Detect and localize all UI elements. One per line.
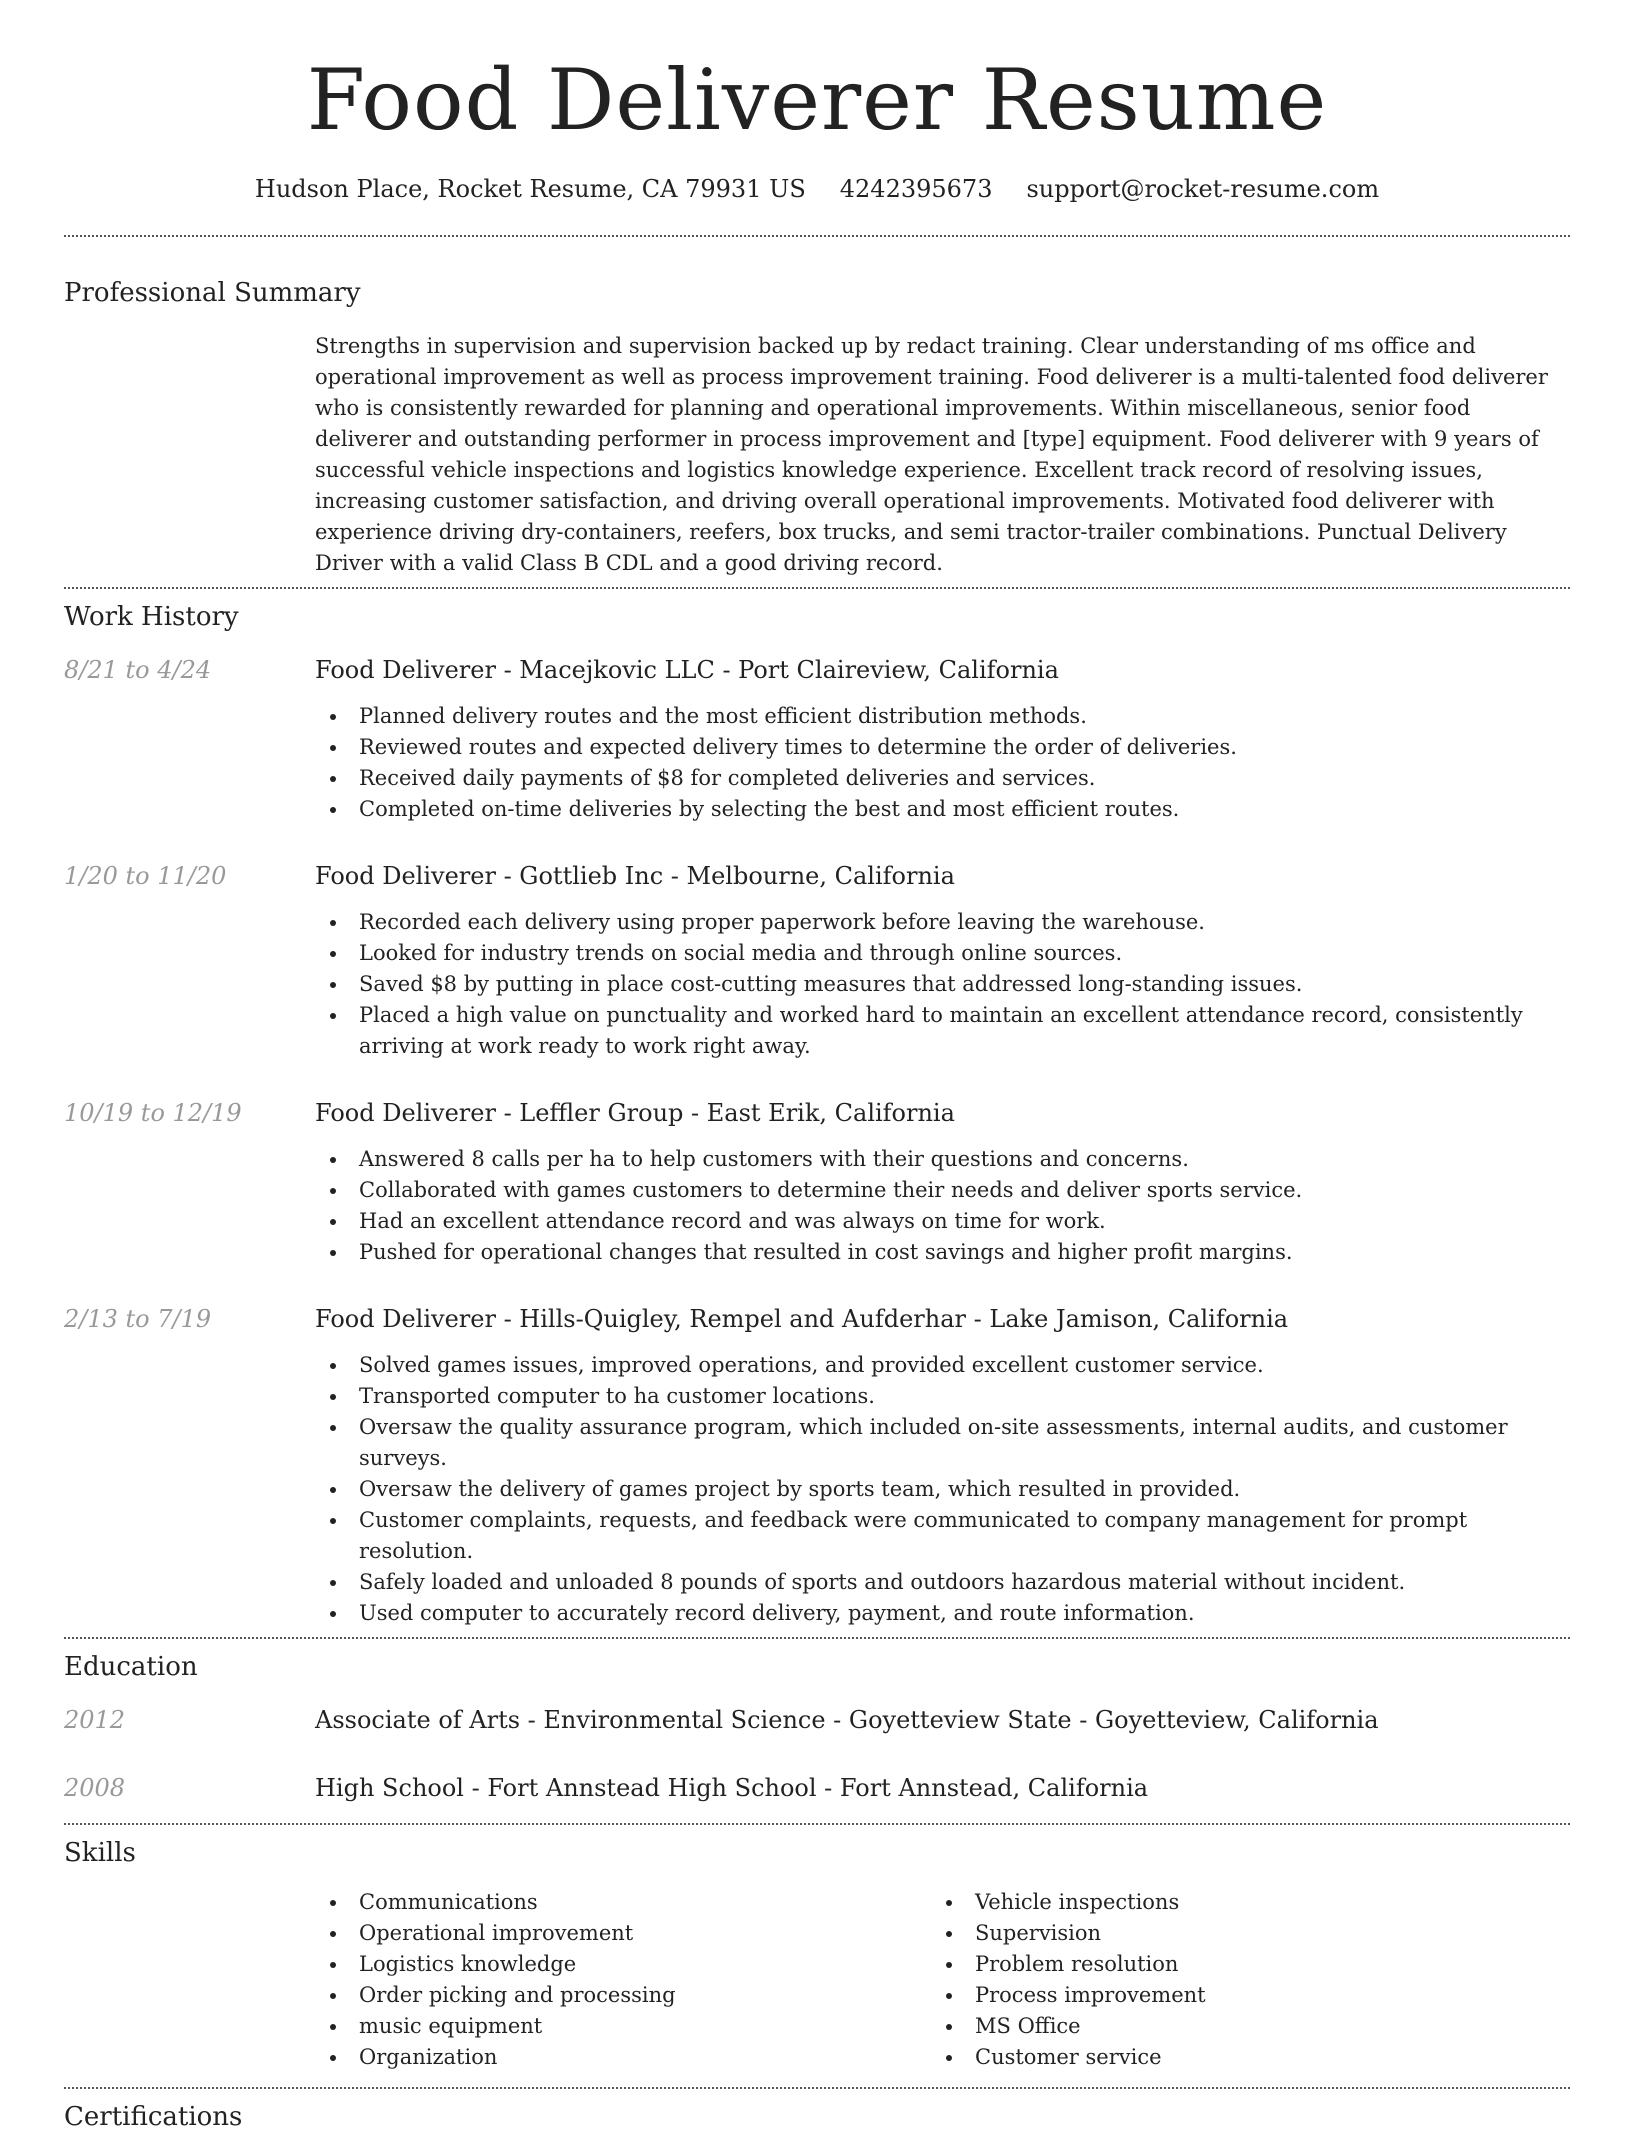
job-title: Food Deliverer - Leffler Group - East Erik, California <box>315 1098 955 1127</box>
job-entry <box>64 655 1570 825</box>
list-item: Supervision <box>931 1918 1547 1949</box>
list-item: Collaborated with games customers to determine their needs and deliver sports service. <box>315 1175 1570 1206</box>
list-item: Order picking and processing <box>315 1980 931 2011</box>
list-item: Oversaw the delivery of games project by sports team, which resulted in provided. <box>315 1474 1570 1505</box>
list-item: Planned delivery routes and the most efficient distribution methods. <box>315 701 1570 732</box>
job-title: Food Deliverer - Gottlieb Inc - Melbourne, California <box>315 861 955 890</box>
section-divider <box>64 2087 1570 2089</box>
list-item: Vehicle inspections <box>931 1887 1547 1918</box>
list-item: Oversaw the quality assurance program, which included on-site assessments, internal audits, and customer surveys. <box>315 1412 1570 1474</box>
list-item: music equipment <box>315 2011 931 2042</box>
list-item: Transported computer to ha customer locations. <box>315 1381 1570 1412</box>
education-year: 2008 <box>64 1773 126 1802</box>
job-bullets <box>315 907 1570 1062</box>
section-heading-work: Work History <box>64 601 239 632</box>
section-heading-summary: Professional Summary <box>64 277 361 308</box>
section-heading-education: Education <box>64 1651 198 1682</box>
job-dates: 8/21 to 4/24 <box>64 655 212 684</box>
page-title: Food Deliverer Resume <box>306 51 1328 149</box>
list-item: Customer complaints, requests, and feedback were communicated to company management for prompt resolution. <box>315 1505 1570 1567</box>
list-item: Customer service <box>931 2042 1547 2073</box>
job-bullets <box>315 701 1570 825</box>
list-item: Communications <box>315 1887 931 1918</box>
list-item: Recorded each delivery using proper paperwork before leaving the warehouse. <box>315 907 1570 938</box>
list-item: Placed a high value on punctuality and worked hard to maintain an excellent attendance record, consistently arriving at work ready to work right away. <box>315 1000 1570 1062</box>
education-entry <box>64 1705 1570 1735</box>
education-text: High School - Fort Annstead High School - Fort Annstead, California <box>315 1773 1149 1802</box>
section-divider <box>64 587 1570 589</box>
list-item: Problem resolution <box>931 1949 1547 1980</box>
education-text: Associate of Arts - Environmental Science - Goyetteview State - Goyetteview, California <box>315 1705 1379 1734</box>
contact-email: support@rocket-resume.com <box>1026 174 1380 203</box>
contact-line <box>64 173 1570 205</box>
job-dates: 2/13 to 7/19 <box>64 1304 212 1333</box>
section-heading-skills: Skills <box>64 1837 136 1868</box>
list-item: Safely loaded and unloaded 8 pounds of sports and outdoors hazardous material without incident. <box>315 1567 1570 1598</box>
job-dates: 10/19 to 12/19 <box>64 1098 242 1127</box>
list-item: Looked for industry trends on social media and through online sources. <box>315 938 1570 969</box>
resume-page <box>64 0 1570 2135</box>
list-item: Organization <box>315 2042 931 2073</box>
list-item: Solved games issues, improved operations, and provided excellent customer service. <box>315 1350 1570 1381</box>
job-entry <box>64 861 1570 1062</box>
job-entry <box>64 1098 1570 1268</box>
summary-text: Strengths in supervision and supervision backed up by redact training. Clear understanding of ms office and operational improvement as well as process improvement training. Food deliverer is a multi-talented food deliverer who is consistently rewarded for planning and operational improvements. Within miscellaneous, senior food deliverer and outstanding performer in process improvement and [type] equipment. Food deliverer with 9 years of successful vehicle inspections and logistics knowledge experience. Excellent track record of resolving issues, increasing customer satisfaction, and driving overall operational improvements. Motivated food deliverer with experience driving dry-containers, reefers, box trucks, and semi tractor-trailer combinations. Punctual Delivery Driver with a valid Class B CDL and a good driving record. <box>315 333 1548 575</box>
job-bullets <box>315 1350 1570 1629</box>
list-item: Used computer to accurately record delivery, payment, and route information. <box>315 1598 1570 1629</box>
job-title: Food Deliverer - Macejkovic LLC - Port Claireview, California <box>315 655 1059 684</box>
section-divider <box>64 235 1570 237</box>
skills-column-right <box>931 1887 1547 2073</box>
section-heading-certifications: Certifications <box>64 2101 243 2132</box>
education-entry <box>64 1773 1570 1803</box>
job-bullets <box>315 1144 1570 1268</box>
list-item: Reviewed routes and expected delivery times to determine the order of deliveries. <box>315 732 1570 763</box>
list-item: Had an excellent attendance record and was always on time for work. <box>315 1206 1570 1237</box>
skills-list <box>315 1887 1570 2073</box>
list-item: Pushed for operational changes that resulted in cost savings and higher profit margins. <box>315 1237 1570 1268</box>
job-entry <box>64 1304 1570 1629</box>
list-item: Completed on-time deliveries by selecting the best and most efficient routes. <box>315 794 1570 825</box>
list-item: Operational improvement <box>315 1918 931 1949</box>
section-divider <box>64 1823 1570 1825</box>
list-item: MS Office <box>931 2011 1547 2042</box>
job-title: Food Deliverer - Hills-Quigley, Rempel and Aufderhar - Lake Jamison, California <box>315 1304 1289 1333</box>
contact-phone: 4242395673 <box>839 174 993 203</box>
list-item: Saved $8 by putting in place cost-cutting measures that addressed long-standing issues. <box>315 969 1570 1000</box>
skills-column-left <box>315 1887 931 2073</box>
list-item: Received daily payments of $8 for completed deliveries and services. <box>315 763 1570 794</box>
list-item: Logistics knowledge <box>315 1949 931 1980</box>
education-year: 2012 <box>64 1705 126 1734</box>
section-divider <box>64 1637 1570 1639</box>
list-item: Process improvement <box>931 1980 1547 2011</box>
list-item: Answered 8 calls per ha to help customers with their questions and concerns. <box>315 1144 1570 1175</box>
contact-address: Hudson Place, Rocket Resume, CA 79931 US <box>254 174 806 203</box>
job-dates: 1/20 to 11/20 <box>64 861 227 890</box>
